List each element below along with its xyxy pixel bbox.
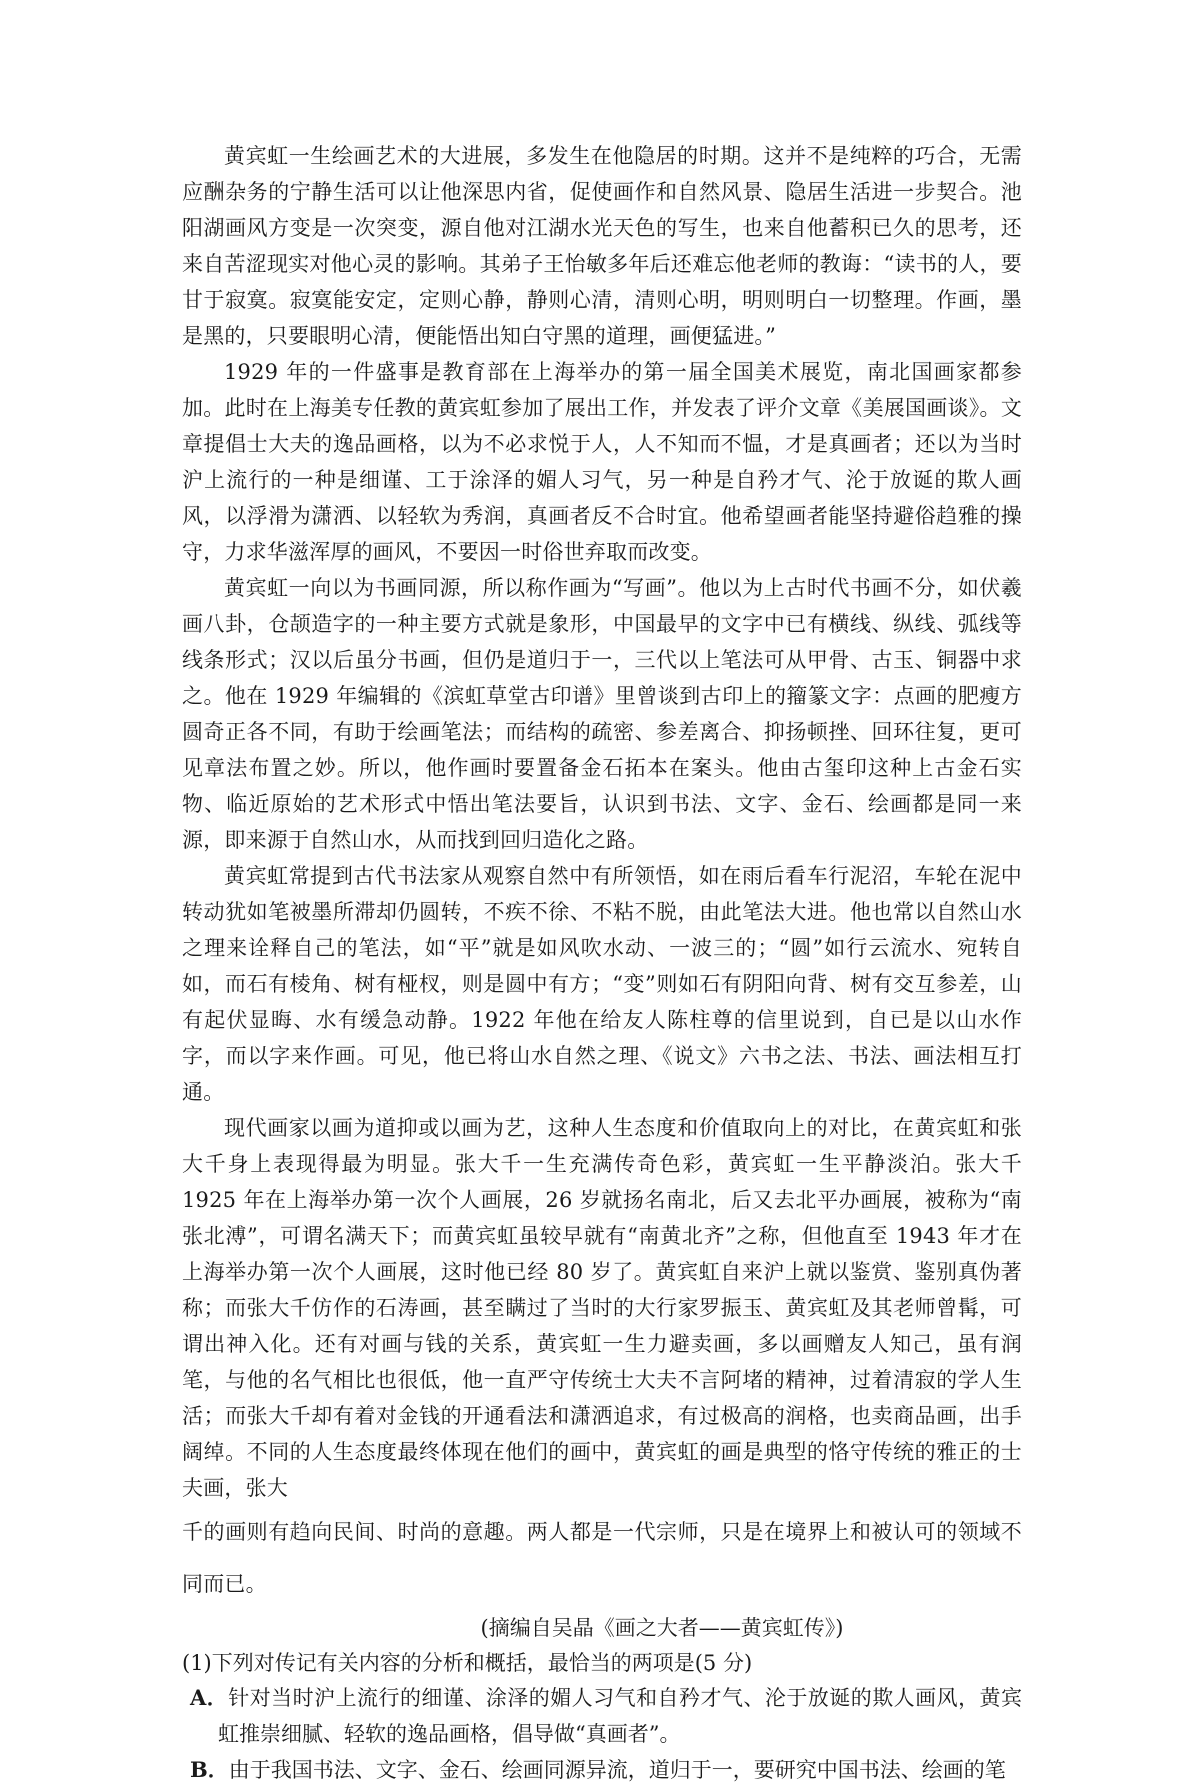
- option-a-text: 针对当时沪上流行的细谨、涂泽的媚人习气和自矜才气、沦于放诞的欺人画风，黄宾虹推崇细腻、轻软的逸品画格，倡导做“真画者”。: [218, 1686, 1023, 1746]
- source-citation: (摘编自吴晶《画之大者——黄宾虹传》): [480, 1616, 844, 1640]
- paragraph-2: 1929 年的一件盛事是教育部在上海举办的第一届全国美术展览，南北国画家都参加。此时在上海美专任教的黄宾虹参加了展出工作，并发表了评介文章《美展国画谈》。文章提倡士大夫的逸品画格，以为不必求悦于人，人不知而不愠，才是真画者；还以为当时沪上流行的一种是细谨、工于涂泽的媚人习气，另一种是自矜才气、沦于放诞的欺人画风，以浮滑为潇洒、以轻软为秀润，真画者反不合时宜。他希望画者能坚持避俗趋雅的操守，力求华滋浑厚的画风，不要因一时俗世弃取而改变。: [182, 360, 1022, 564]
- paragraph-5-tail: 千的画则有趋向民间、时尚的意趣。两人都是一代宗师，只是在境界上和被认可的领域不同而已。: [182, 1520, 1022, 1596]
- option-a: [182, 1680, 1022, 1752]
- option-b: [182, 1752, 1022, 1788]
- option-b-text: 由于我国书法、文字、金石、绘画同源异流，道归于一，要研究中国书法、绘画的笔: [228, 1758, 1006, 1782]
- paragraph-4: 黄宾虹常提到古代书法家从观察自然中有所领悟，如在雨后看车行泥沼，车轮在泥中转动犹如笔被墨所滞却仍圆转，不疾不徐、不粘不脱，由此笔法大进。他也常以自然山水之理来诠释自己的笔法，如“平”就是如风吹水动、一波三的；“圆”如行云流水、宛转自如，而石有棱角、树有桠杈，则是圆中有方；“变”则如石有阴阳向背、树有交互参差，山有起伏显晦、水有缓急动静。1922 年他在给友人陈柱尊的信里说到，自已是以山水作字，而以字来作画。可见，他已将山水自然之理、《说文》六书之法、书法、画法相互打通。: [182, 864, 1022, 1104]
- paragraph-5: 现代画家以画为道抑或以画为艺，这种人生态度和价值取向上的对比，在黄宾虹和张大千身上表现得最为明显。张大千一生充满传奇色彩，黄宾虹一生平静淡泊。张大千 1925 年在上海举办第一次个人画展，26 岁就扬名南北，后又去北平办画展，被称为“南张北溥”，可谓名满天下；而黄宾虹虽较早就有“南黄北齐”之称，但他直至 1943 年才在上海举办第一次个人画展，这时他已经 80 岁了。黄宾虹自来沪上就以鉴赏、鉴别真伪著称；而张大千仿作的石涛画，甚至瞒过了当时的大行家罗振玉、黄宾虹及其老师曾髯，可谓出神入化。还有对画与钱的关系，黄宾虹一生力避卖画，多以画赠友人知己，虽有润笔，与他的名气相比也很低，他一直严守传统士大夫不言阿堵的精神，过着清寂的学人生活；而张大千却有着对金钱的开通看法和潇洒追求，有过极高的润格，也卖商品画，出手阔绰。不同的人生态度最终体现在他们的画中，黄宾虹的画是典型的恪守传统的雅正的士夫画，张大: [182, 1116, 1022, 1500]
- option-b-letter: B．: [190, 1757, 229, 1782]
- paragraph-1: 黄宾虹一生绘画艺术的大进展，多发生在他隐居的时期。这并不是纯粹的巧合，无需应酬杂务的宁静生活可以让他深思内省，促使画作和自然风景、隐居生活进一步契合。池阳湖画风方变是一次突变，源自他对江湖水光天色的写生，也来自他蓄积已久的思考，还来自苦涩现实对他心灵的影响。其弟子王怡敏多年后还难忘他老师的教诲：“读书的人，要甘于寂寞。寂寞能安定，定则心静，静则心清，清则心明，明则明白一切整理。作画，墨是黑的，只要眼明心清，便能悟出知白守黑的道理，画便猛进。”: [182, 144, 1022, 348]
- paragraph-3: 黄宾虹一向以为书画同源，所以称作画为“写画”。他以为上古时代书画不分，如伏羲画八卦，仓颉造字的一种主要方式就是象形，中国最早的文字中已有横线、纵线、弧线等线条形式；汉以后虽分书画，但仍是道归于一，三代以上笔法可从甲骨、古玉、铜器中求之。他在 1929 年编辑的《滨虹草堂古印谱》里曾谈到古印上的籀篆文字：点画的肥瘦方圆奇正各不同，有助于绘画笔法；而结构的疏密、参差离合、抑扬顿挫、回环往复，更可见章法布置之妙。所以，他作画时要置备金石拓本在案头。他由古玺印这种上古金石实物、临近原始的艺术形式中悟出笔法要旨，认识到书法、文字、金石、绘画都是同一来源，即来源于自然山水，从而找到回归造化之路。: [182, 576, 1022, 852]
- document-page: [182, 138, 1022, 1788]
- option-a-letter: A．: [190, 1685, 229, 1710]
- question-stem: (1)下列对传记有关内容的分析和概括，最恰当的两项是(5 分): [182, 1651, 753, 1675]
